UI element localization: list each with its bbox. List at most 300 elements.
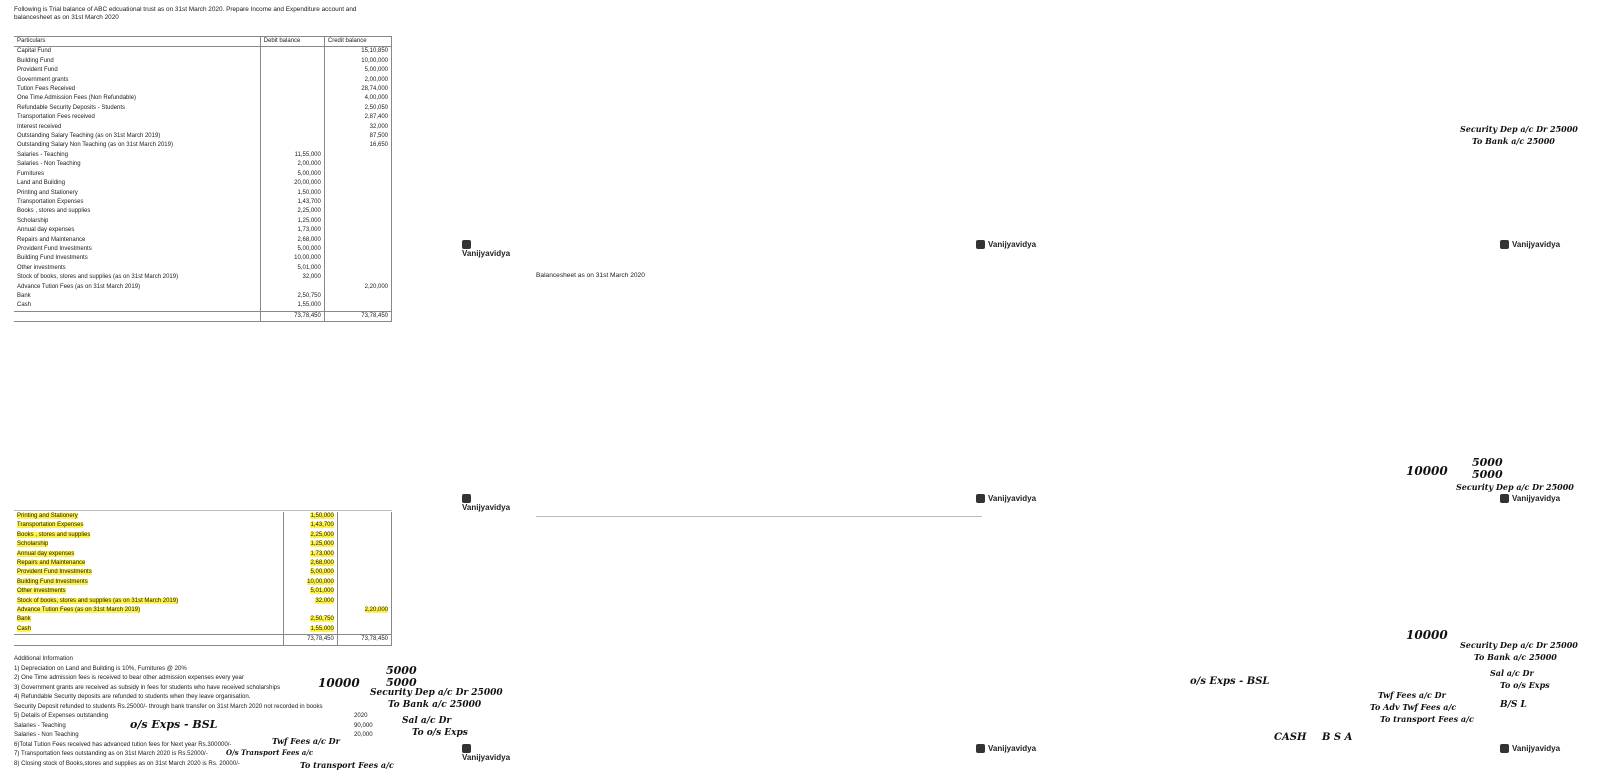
table-row — [14, 66, 392, 75]
handwritten-os-exps: o/s Exps - BSL — [130, 718, 218, 731]
particulars-cell — [14, 207, 260, 216]
watermark-left: Vanijyavidya — [462, 240, 520, 258]
vanijyavidya-logo-icon — [976, 240, 985, 249]
particulars-text: Salaries - Non Teaching — [17, 161, 81, 168]
vanijyavidya-logo-icon — [462, 240, 471, 249]
table-row — [14, 207, 392, 216]
table-row — [14, 531, 392, 540]
particulars-text: Provident Fund — [17, 67, 58, 74]
particulars-cell — [14, 245, 260, 254]
particulars-cell — [14, 66, 260, 75]
credit-cell — [324, 207, 391, 216]
handwritten-os-exps-r: o/s Exps - BSL — [1190, 676, 1270, 687]
table-row — [14, 606, 392, 615]
table-row — [14, 615, 392, 624]
handwritten-to-trans-r: To transport Fees a/c — [1380, 714, 1474, 724]
panel-trial-balance-left — [0, 0, 520, 776]
table-row — [14, 160, 392, 169]
note-text: 2) One Time admission fees is received to bear other admission expenses every year — [14, 674, 244, 681]
particulars-text: Government grants — [17, 76, 69, 83]
table-row — [14, 47, 392, 57]
debit-value: 1,25,000 — [310, 541, 334, 548]
credit-cell — [337, 606, 391, 615]
table-row — [14, 512, 392, 521]
particulars-text: Outstanding Salary Teaching (as on 31st March 2019) — [17, 133, 161, 140]
debit-cell — [283, 512, 337, 521]
table-row — [14, 123, 392, 132]
particulars-text: Books , stores and supplies — [17, 208, 91, 215]
watermark-mid: Vanijyavidya — [976, 240, 1036, 249]
watermark-right-2: Vanijyavidya — [1500, 494, 1560, 503]
debit-cell — [283, 615, 337, 624]
table-row — [14, 170, 392, 179]
handwritten-bsa-r: B S A — [1322, 732, 1353, 743]
debit-value: 2,50,750 — [310, 616, 334, 623]
panel-balance-sheet-middle — [536, 0, 1046, 776]
column-header: Particulars — [14, 37, 260, 47]
debit-value: 1,50,000 — [310, 513, 334, 519]
handwritten-5000-r1: 5000 — [1472, 456, 1503, 469]
table-row — [14, 625, 392, 635]
particulars-text: Printing and Stationery — [17, 189, 78, 196]
credit-cell — [324, 170, 391, 179]
debit-cell — [283, 568, 337, 577]
credit-cell — [337, 568, 391, 577]
debit-cell: 1,43,700 — [260, 198, 324, 207]
particulars-cell — [14, 57, 260, 66]
debit-cell: 2,50,750 — [260, 292, 324, 301]
particulars-cell — [14, 587, 283, 596]
debit-cell: 1,25,000 — [260, 217, 324, 226]
credit-cell — [337, 587, 391, 596]
debit-value: 5,01,000 — [310, 588, 334, 595]
particulars-cell — [14, 217, 260, 226]
credit-cell: 4,00,000 — [324, 94, 391, 103]
handwritten-to-bank-top: To Bank a/c 25000 — [1472, 136, 1555, 146]
debit-cell: 11,55,000 — [260, 151, 324, 160]
total-row — [14, 311, 392, 321]
column-header: Debit balance — [260, 37, 324, 47]
note-line — [14, 702, 394, 712]
credit-cell — [324, 198, 391, 207]
credit-cell — [324, 236, 391, 245]
particulars-cell — [14, 568, 283, 577]
table-row — [14, 521, 392, 530]
table-row — [14, 587, 392, 596]
particulars-text: Building Fund Investments — [17, 255, 88, 262]
table-row — [14, 245, 392, 254]
note-text: 3) Government grants are received as subsidy in fees for students who have received scholarships — [14, 683, 281, 691]
handwritten-secdep-r2: Security Dep a/c Dr 25000 — [1460, 640, 1578, 650]
credit-cell — [324, 264, 391, 273]
vanijyavidya-logo-icon — [976, 744, 985, 753]
particulars-cell — [14, 76, 260, 85]
credit-cell — [337, 540, 391, 549]
table-row — [14, 568, 392, 577]
particulars-cell — [14, 141, 260, 150]
table-row — [14, 132, 392, 141]
particulars-cell — [14, 292, 260, 301]
credit-cell: 2,20,000 — [324, 283, 391, 292]
credit-value: 2,20,000 — [364, 607, 388, 614]
handwritten-5000b: 5000 — [386, 676, 417, 689]
debit-cell: 5,00,000 — [260, 245, 324, 254]
credit-cell — [324, 273, 391, 282]
particulars-cell — [14, 531, 283, 540]
debit-cell — [283, 531, 337, 540]
table-row — [14, 264, 392, 273]
particulars-cell — [14, 189, 260, 198]
handwritten-cash-r: CASH — [1274, 732, 1307, 743]
outstanding-year: 2020 — [354, 712, 368, 719]
credit-cell: 32,000 — [324, 123, 391, 132]
credit-cell — [324, 217, 391, 226]
column-header: Credit balance — [324, 37, 391, 47]
particulars-text: Building Fund Investments — [17, 578, 88, 585]
particulars-text: Transportation Fees received — [17, 114, 95, 121]
particulars-text: Annual day expenses — [17, 227, 75, 234]
handwritten-bsl-r: B/S L — [1500, 700, 1527, 710]
credit-cell: 15,10,850 — [324, 47, 391, 57]
table-row — [14, 273, 392, 282]
particulars-cell — [14, 512, 283, 521]
debit-cell — [260, 132, 324, 141]
particulars-cell — [14, 160, 260, 169]
particulars-text: Scholarship — [17, 541, 49, 548]
outstanding-teaching: 90,000 — [354, 721, 373, 729]
trial-balance-table-highlighted — [14, 512, 392, 646]
vanijyavidya-logo-icon — [1500, 494, 1509, 503]
panel-trial-balance-right — [1060, 0, 1600, 776]
total-credit: 73,78,450 — [324, 311, 391, 321]
credit-cell — [324, 245, 391, 254]
debit-value: 5,00,000 — [310, 569, 334, 576]
particulars-text: Repairs and Maintenance — [17, 560, 86, 567]
particulars-cell — [14, 123, 260, 132]
particulars-cell — [14, 94, 260, 103]
vanijyavidya-logo-icon — [462, 494, 471, 503]
outstanding-non-teaching: 20,000 — [354, 731, 373, 738]
credit-cell — [324, 189, 391, 198]
debit-cell — [260, 85, 324, 94]
note-text: 5) Details of Expenses outstanding — [14, 712, 109, 719]
particulars-text: Furnitures — [17, 170, 45, 177]
watermark-right: Vanijyavidya — [1500, 240, 1560, 249]
particulars-text: Salaries - Teaching — [17, 151, 68, 158]
debit-cell — [260, 123, 324, 132]
credit-cell — [337, 550, 391, 559]
particulars-text: Capital Fund — [17, 48, 52, 55]
credit-cell — [337, 625, 391, 635]
debit-cell — [260, 283, 324, 292]
note-text: Salaries - Non Teaching — [14, 731, 79, 738]
particulars-text: Refundable Security Deposits - Students — [17, 104, 126, 111]
note-line — [14, 692, 394, 702]
debit-cell — [260, 57, 324, 66]
credit-cell — [337, 597, 391, 606]
particulars-text: Printing and Stationery — [17, 513, 78, 519]
credit-cell — [324, 292, 391, 301]
additional-info-left — [14, 654, 394, 768]
table-row — [14, 104, 392, 113]
particulars-text: Transportation Expenses — [17, 198, 84, 205]
particulars-cell — [14, 521, 283, 530]
debit-cell — [260, 94, 324, 103]
particulars-text: Annual day expenses — [17, 550, 75, 557]
vanijyavidya-logo-icon — [1500, 744, 1509, 753]
particulars-cell — [14, 615, 283, 624]
particulars-cell — [14, 597, 283, 606]
table-row — [14, 292, 392, 301]
table-row — [14, 540, 392, 549]
particulars-cell — [14, 625, 283, 635]
debit-value: 10,00,000 — [307, 578, 334, 585]
table-row — [14, 226, 392, 235]
debit-cell: 1,55,000 — [260, 301, 324, 311]
vanijyavidya-logo-icon — [1500, 240, 1509, 249]
handwritten-10000-r: 10000 — [1406, 464, 1448, 478]
particulars-text: Transportation Expenses — [17, 522, 84, 529]
handwritten-5000-r2: 5000 — [1472, 468, 1503, 481]
table-row — [14, 57, 392, 66]
table-row — [14, 217, 392, 226]
particulars-text: Cash — [17, 625, 32, 632]
debit-cell — [283, 559, 337, 568]
watermark-left-3: Vanijyavidya — [462, 744, 520, 762]
particulars-cell — [14, 606, 283, 615]
credit-cell — [337, 615, 391, 624]
credit-cell: 87,500 — [324, 132, 391, 141]
credit-cell — [324, 160, 391, 169]
vanijyavidya-logo-icon — [462, 744, 471, 753]
handwritten-10000-r2: 10000 — [1406, 628, 1448, 642]
debit-value: 2,25,000 — [310, 531, 334, 538]
intro-text: Following is Trial balance of ABC edcuational trust as on 31st March 2020. Prepare Income and Expenditure account and balancesheet as on 31st March 2020 — [14, 6, 357, 22]
particulars-text: Other investments — [17, 264, 66, 271]
table-row — [14, 189, 392, 198]
particulars-text: Other investments — [17, 588, 66, 595]
debit-cell: 2,00,000 — [260, 160, 324, 169]
debit-value: 1,73,000 — [310, 550, 334, 557]
table-row — [14, 179, 392, 188]
table-row — [14, 550, 392, 559]
debit-cell: 10,00,000 — [260, 254, 324, 263]
note-text: 7) Transportation fees outstanding as on 31st March 2020 is Rs.52000/- — [14, 750, 208, 757]
particulars-text: Stock of books, stores and supplies (as on 31st March 2019) — [17, 597, 179, 604]
credit-cell — [324, 226, 391, 235]
handwritten-security-dep: Security Dep a/c Dr 25000 — [370, 688, 503, 698]
handwritten-to-os: To o/s Exps — [412, 728, 468, 738]
debit-cell: 1,73,000 — [260, 226, 324, 235]
particulars-cell — [14, 170, 260, 179]
credit-cell — [324, 179, 391, 188]
debit-cell — [283, 521, 337, 530]
debit-cell — [260, 47, 324, 57]
debit-cell: 1,50,000 — [260, 189, 324, 198]
credit-cell — [337, 512, 391, 521]
table-row — [14, 85, 392, 94]
particulars-text: Provident Fund Investments — [17, 569, 92, 576]
debit-cell: 2,25,000 — [260, 207, 324, 216]
debit-value: 1,55,000 — [310, 625, 334, 632]
debit-cell — [260, 113, 324, 122]
note-text: Salaries - Teaching — [14, 721, 66, 729]
credit-cell: 2,50,050 — [324, 104, 391, 113]
credit-cell — [324, 151, 391, 160]
debit-cell — [283, 597, 337, 606]
particulars-cell — [14, 273, 260, 282]
credit-cell — [337, 559, 391, 568]
particulars-cell — [14, 540, 283, 549]
particulars-text: Scholarship — [17, 217, 49, 224]
debit-cell — [283, 578, 337, 587]
watermark-mid-2: Vanijyavidya — [976, 494, 1036, 503]
credit-cell: 5,00,000 — [324, 66, 391, 75]
credit-cell: 28,74,000 — [324, 85, 391, 94]
handwritten-10000: 10000 — [318, 676, 360, 690]
watermark-right-3: Vanijyavidya — [1500, 744, 1560, 753]
debit-cell — [260, 76, 324, 85]
debit-cell — [283, 550, 337, 559]
credit-cell — [337, 521, 391, 530]
trial-balance-table — [14, 36, 392, 322]
table-row — [14, 597, 392, 606]
total-label — [14, 635, 283, 645]
note-text: 8) Closing stock of Books,stores and supplies as on 31st March 2020 is Rs. 20000/- — [14, 759, 240, 767]
balance-sheet-title: Balancesheet as on 31st March 2020 — [536, 272, 645, 279]
particulars-cell — [14, 283, 260, 292]
handwritten-to-trans: To transport Fees a/c — [300, 760, 394, 770]
debit-cell: 2,68,000 — [260, 236, 324, 245]
note-text: 6)Total Tution Fees received has advanced tution fees for Next year Rs.300000/- — [14, 740, 232, 748]
watermark-mid-3: Vanijyavidya — [976, 744, 1036, 753]
handwritten-sal-ac-r: Sal a/c Dr — [1490, 668, 1534, 678]
note-line — [14, 749, 394, 759]
particulars-text: Outstanding Salary Non Teaching (as on 31st March 2019) — [17, 142, 173, 149]
table-row — [14, 198, 392, 207]
particulars-cell — [14, 85, 260, 94]
particulars-cell — [14, 198, 260, 207]
handwritten-to-bank-r2: To Bank a/c 25000 — [1474, 652, 1557, 662]
particulars-text: Books , stores and supplies — [17, 531, 91, 538]
debit-cell — [283, 540, 337, 549]
particulars-text: Bank — [17, 292, 31, 299]
particulars-cell — [14, 104, 260, 113]
debit-cell: 5,00,000 — [260, 170, 324, 179]
notes-title: Additional Information — [14, 655, 73, 662]
debit-cell — [260, 104, 324, 113]
debit-cell — [283, 606, 337, 615]
particulars-cell — [14, 179, 260, 188]
credit-cell: 16,650 — [324, 141, 391, 150]
debit-cell: 32,000 — [260, 273, 324, 282]
credit-cell — [324, 301, 391, 311]
table-row — [14, 559, 392, 568]
note-text: Security Deposit refunded to students Rs.25000/- through bank transfer on 31st March 2020 not recorded in books — [14, 702, 323, 710]
particulars-text: Provident Fund Investments — [17, 245, 92, 252]
particulars-cell — [14, 254, 260, 263]
table-row — [14, 578, 392, 587]
handwritten-twf-r: Twf Fees a/c Dr — [1378, 690, 1446, 700]
debit-cell — [283, 587, 337, 596]
particulars-text: Building Fund — [17, 57, 54, 64]
debit-cell — [283, 625, 337, 635]
total-credit: 73,78,450 — [337, 635, 391, 645]
handwritten-to-os-r: To o/s Exps — [1500, 680, 1550, 690]
particulars-text: One Time Admission Fees (Non Refundable) — [17, 95, 137, 102]
debit-cell — [260, 66, 324, 75]
table-header-row — [14, 37, 392, 47]
table-row — [14, 151, 392, 160]
debit-value: 2,68,000 — [310, 560, 334, 567]
credit-cell — [337, 578, 391, 587]
particulars-cell — [14, 301, 260, 311]
particulars-cell — [14, 264, 260, 273]
table-row — [14, 141, 392, 150]
particulars-text: Stock of books, stores and supplies (as on 31st March 2019) — [17, 274, 179, 281]
total-debit: 73,78,450 — [260, 311, 324, 321]
particulars-cell — [14, 559, 283, 568]
handwritten-sal-ac: Sal a/c Dr — [402, 716, 452, 726]
watermark-left-2: Vanijyavidya — [462, 494, 520, 512]
handwritten-pep-top: Security Dep a/c Dr 25000 — [1460, 124, 1578, 134]
handwritten-os-trans: O/s Transport Fees a/c — [226, 748, 314, 757]
particulars-cell — [14, 226, 260, 235]
handwritten-to-adv-r: To Adv Twf Fees a/c — [1370, 702, 1457, 712]
vanijyavidya-logo-icon — [976, 494, 985, 503]
credit-cell: 2,00,000 — [324, 76, 391, 85]
table-row — [14, 94, 392, 103]
table-row — [14, 113, 392, 122]
particulars-text: Land and Building — [17, 180, 66, 187]
total-row — [14, 635, 392, 645]
particulars-cell — [14, 236, 260, 245]
table-row — [14, 283, 392, 292]
handwritten-secdep-r: Security Dep a/c Dr 25000 — [1456, 482, 1574, 492]
debit-value: 1,43,700 — [310, 522, 334, 529]
debit-cell — [260, 141, 324, 150]
note-text: 1) Depreciation on Land and Building is 10%, Furnitures @ 20% — [14, 664, 187, 672]
debit-value: 32,000 — [315, 597, 334, 604]
particulars-text: Cash — [17, 302, 32, 309]
total-debit: 73,78,450 — [283, 635, 337, 645]
particulars-cell — [14, 151, 260, 160]
credit-cell — [324, 254, 391, 263]
debit-cell: 20,00,000 — [260, 179, 324, 188]
particulars-text: Advance Tution Fees (as on 31st March 2019) — [17, 283, 141, 290]
particulars-text: Interest received — [17, 123, 62, 130]
handwritten-twf: Twf Fees a/c Dr — [272, 736, 340, 746]
particulars-text: Bank — [17, 616, 31, 623]
particulars-cell — [14, 47, 260, 57]
particulars-cell — [14, 132, 260, 141]
particulars-cell — [14, 550, 283, 559]
credit-cell: 10,00,000 — [324, 57, 391, 66]
table-row — [14, 254, 392, 263]
particulars-cell — [14, 113, 260, 122]
particulars-text: Repairs and Maintenance — [17, 236, 86, 243]
handwritten-to-bank: To Bank a/c 25000 — [388, 700, 482, 710]
note-line — [14, 664, 394, 674]
note-text: 4) Refundable Security deposits are refunded to students when they leave organisation. — [14, 693, 251, 700]
particulars-text: Advance Tution Fees (as on 31st March 2019) — [17, 607, 141, 614]
particulars-text: Tution Fees Received — [17, 86, 76, 93]
table-row — [14, 76, 392, 85]
total-label — [14, 311, 260, 321]
debit-cell: 5,01,000 — [260, 264, 324, 273]
table-row — [14, 236, 392, 245]
credit-cell: 2,87,400 — [324, 113, 391, 122]
